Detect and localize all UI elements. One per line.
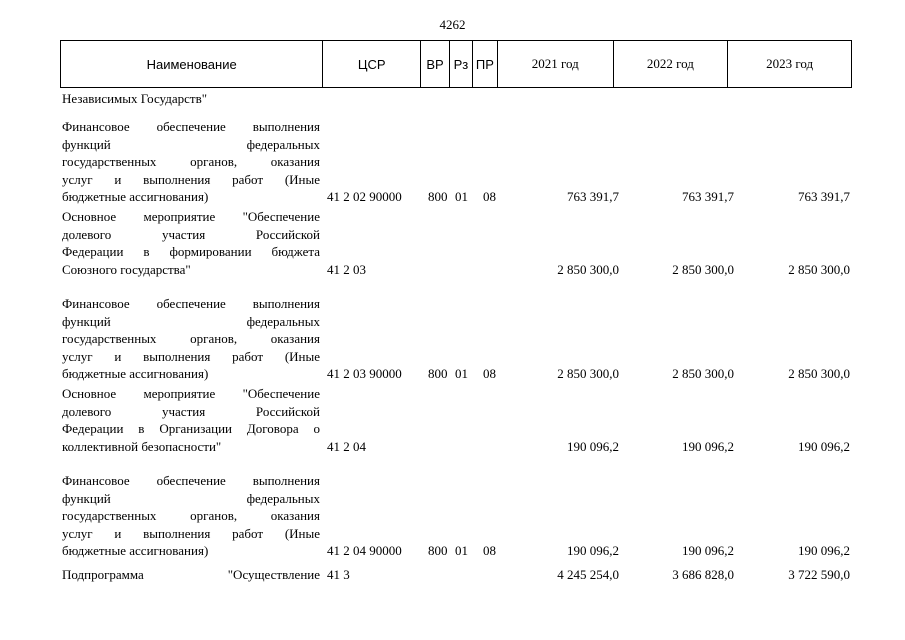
row-name-line: долевого участия Российской [62, 226, 320, 242]
table-header [60, 40, 852, 88]
row-name [62, 208, 320, 278]
header-year-2022: 2022 год [614, 41, 729, 87]
row-name-line: Основное мероприятие "Обеспечение [62, 386, 320, 401]
header-rz: Рз [450, 41, 473, 87]
row-value-2023: 2 850 300,0 [788, 261, 850, 277]
row-value-2021: 2 850 300,0 [557, 366, 619, 382]
row-name-line: Основное мероприятие "Обеспечение [62, 209, 320, 224]
row-value-2021: 190 096,2 [567, 438, 619, 454]
row-value-2021: 2 850 300,0 [557, 261, 619, 277]
row-name-line: функций федеральных [62, 490, 320, 506]
row-pr: 08 [483, 366, 496, 382]
row-value-2023: 3 722 590,0 [788, 567, 850, 582]
row-rz: 01 [455, 189, 468, 205]
row-name-line: государственных органов, оказания [62, 508, 320, 524]
header-year-2021: 2021 год [498, 41, 614, 87]
row-csr: 41 2 03 [327, 261, 366, 277]
row-value-2021: 4 245 254,0 [557, 567, 619, 582]
row-name-line: Финансовое обеспечение выполнения [62, 296, 320, 311]
row-csr: 41 2 04 [327, 438, 366, 454]
row-name-line: услуг и выполнения работ (Иные [62, 171, 320, 187]
row-value-2022: 190 096,2 [682, 438, 734, 454]
row-rz: 01 [455, 366, 468, 382]
row-vr: 800 [428, 543, 448, 559]
row-name-line: услуг и выполнения работ (Иные [62, 348, 320, 364]
row-value-2021: 763 391,7 [567, 189, 619, 205]
row-name-line: коллективной безопасности" [62, 438, 222, 454]
row-csr: 41 2 02 90000 [327, 189, 402, 205]
row-pr: 08 [483, 189, 496, 205]
row-csr: 41 3 [327, 567, 350, 582]
row-name-line: функций федеральных [62, 136, 320, 152]
row-vr: 800 [428, 366, 448, 382]
row-value-2022: 190 096,2 [682, 543, 734, 559]
row-name [62, 118, 320, 206]
header-name: Наименование [61, 41, 323, 87]
row-name [62, 385, 320, 455]
row-value-2022: 2 850 300,0 [672, 261, 734, 277]
row-value-2023: 190 096,2 [798, 438, 850, 454]
page-number: 4262 [439, 17, 466, 32]
row-name-line: бюджетные ассигнования) [62, 189, 209, 205]
row-name [62, 472, 320, 560]
row-value-2022: 763 391,7 [682, 189, 734, 205]
row-value-2023: 190 096,2 [798, 543, 850, 559]
row-csr: 41 2 04 90000 [327, 543, 402, 559]
row-name-line: функций федеральных [62, 313, 320, 329]
row-value-2023: 2 850 300,0 [788, 366, 850, 382]
row-value-2022: 3 686 828,0 [672, 567, 734, 582]
row-vr: 800 [428, 189, 448, 205]
row-name-line: Подпрограмма "Осуществление [62, 567, 320, 582]
row-name-line: долевого участия Российской [62, 403, 320, 419]
header-vr: ВР [421, 41, 450, 87]
row-value-2023: 763 391,7 [798, 189, 850, 205]
row-name-line: Федерации в Организации Договора о [62, 421, 320, 437]
row-name-line: Независимых Государств" [62, 91, 208, 106]
row-name-line: Финансовое обеспечение выполнения [62, 119, 320, 134]
row-name [62, 90, 320, 108]
row-name-line: бюджетные ассигнования) [62, 366, 209, 382]
header-year-2023: 2023 год [766, 56, 814, 71]
row-name-line: Федерации в формировании бюджета [62, 244, 320, 260]
row-name [62, 566, 320, 584]
row-value-2021: 190 096,2 [567, 543, 619, 559]
row-name-line: бюджетные ассигнования) [62, 543, 209, 559]
header-pr: ПР [473, 41, 498, 87]
row-value-2022: 2 850 300,0 [672, 366, 734, 382]
row-pr: 08 [483, 543, 496, 559]
row-csr: 41 2 03 90000 [327, 366, 402, 382]
row-name-line: услуг и выполнения работ (Иные [62, 525, 320, 541]
row-name-line: государственных органов, оказания [62, 154, 320, 170]
row-name [62, 295, 320, 383]
row-name-line: государственных органов, оказания [62, 331, 320, 347]
row-name-line: Финансовое обеспечение выполнения [62, 473, 320, 488]
row-rz: 01 [455, 543, 468, 559]
header-csr: ЦСР [323, 41, 421, 87]
row-name-line: Союзного государства" [62, 261, 191, 277]
